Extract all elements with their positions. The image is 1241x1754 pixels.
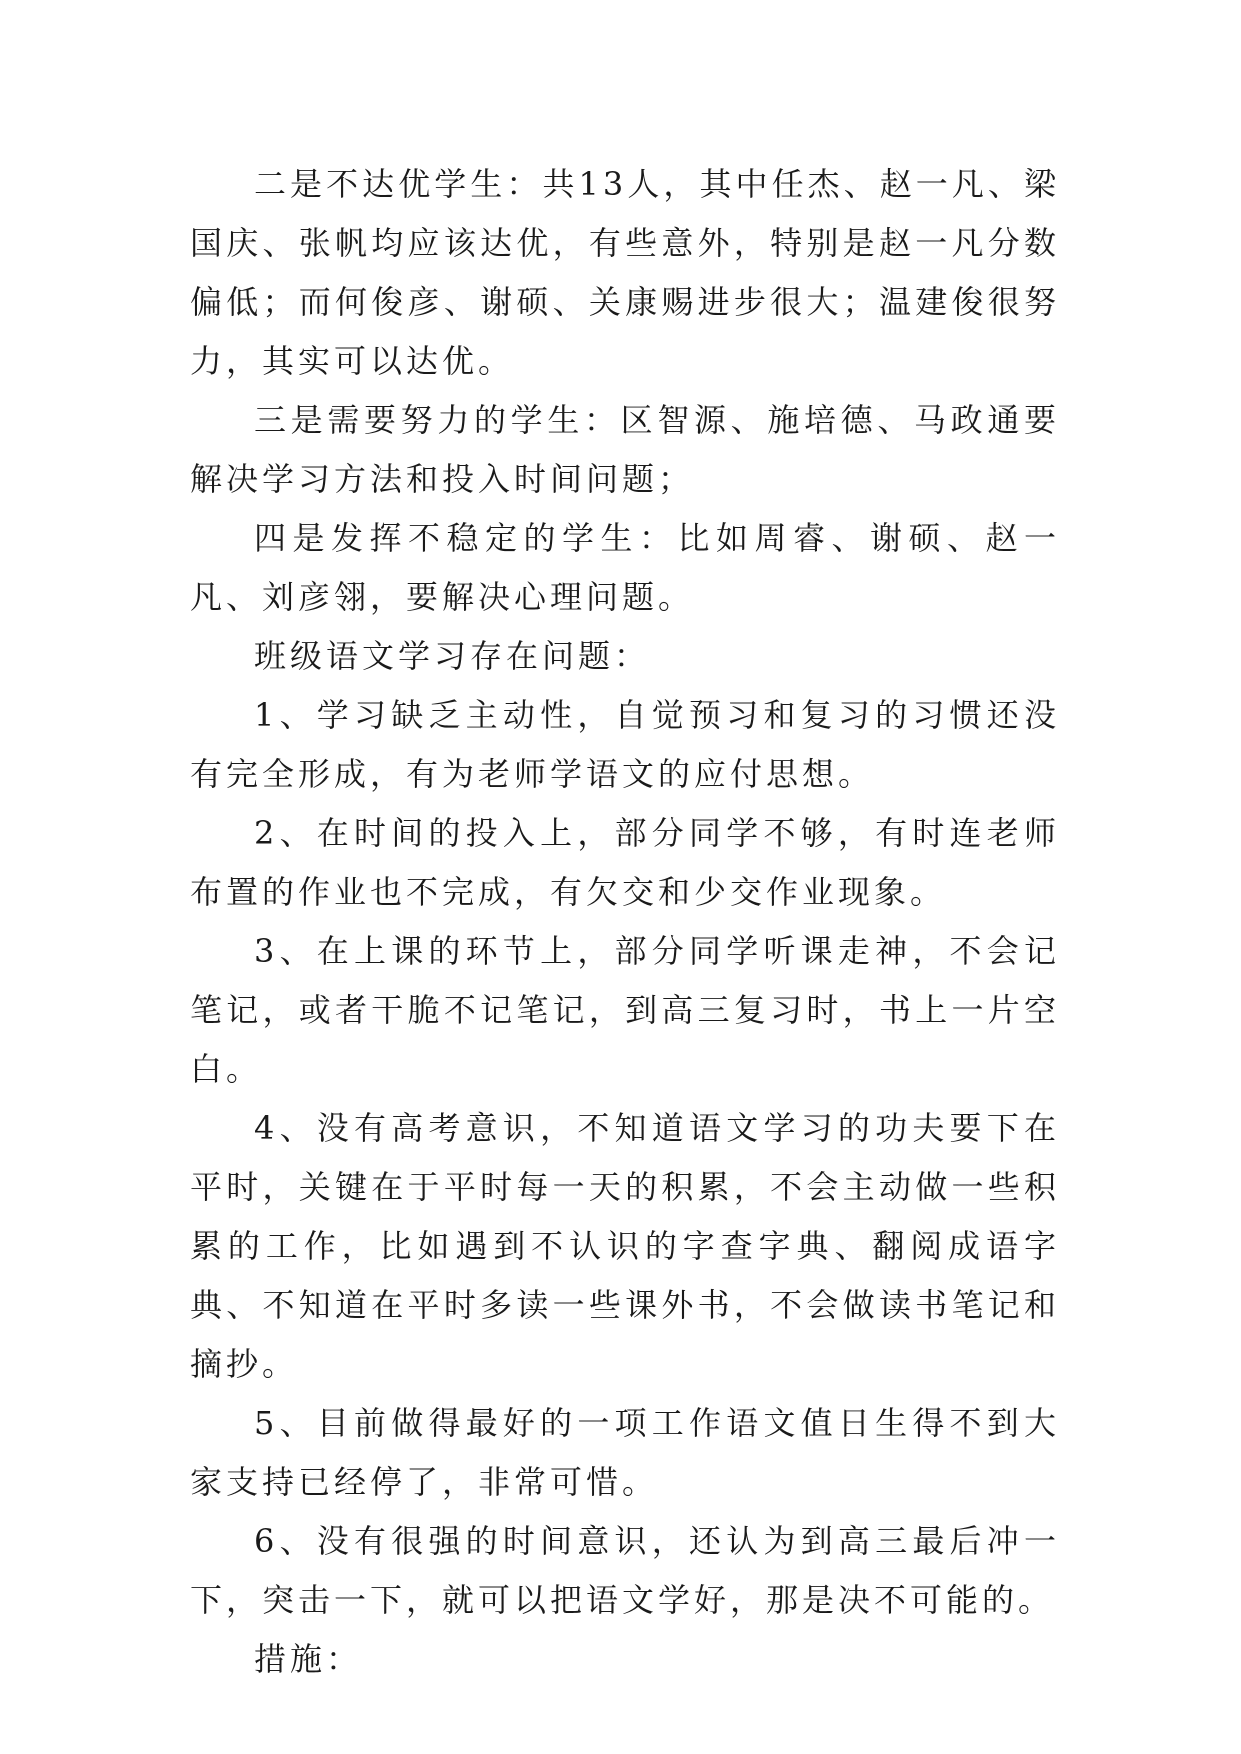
problem-item-4: 4、没有高考意识，不知道语文学习的功夫要下在平时，关键在于平时每一天的积累，不会主动做一些积累的工作，比如遇到不认识的字查字典、翻阅成语字典、不知道在平时多读一些课外书，不会做读书笔记和摘抄。 (190, 1109, 1060, 1383)
paragraph-unstable-students: 四是发挥不稳定的学生：比如周睿、谢硕、赵一凡、刘彦翎，要解决心理问题。 (190, 519, 1060, 616)
problem-item-6: 6、没有很强的时间意识，还认为到高三最后冲一下，突击一下，就可以把语文学好，那是决不可能的。 (190, 1522, 1060, 1619)
document-body (190, 155, 1060, 1689)
problem-item-3: 3、在上课的环节上，部分同学听课走神，不会记笔记，或者干脆不记笔记，到高三复习时，书上一片空白。 (190, 932, 1060, 1088)
problem-item-2: 2、在时间的投入上，部分同学不够，有时连老师布置的作业也不完成，有欠交和少交作业现象。 (190, 814, 1060, 911)
paragraph-underperforming-students: 二是不达优学生：共13人，其中任杰、赵一凡、梁国庆、张帆均应该达优，有些意外，特别是赵一凡分数偏低；而何俊彦、谢硕、关康赐进步很大；温建俊很努力，其实可以达优。 (190, 165, 1060, 380)
section-heading-problems: 班级语文学习存在问题： (254, 637, 651, 675)
section-heading-measures: 措施： (254, 1640, 363, 1678)
problem-item-5: 5、目前做得最好的一项工作语文值日生得不到大家支持已经停了，非常可惜。 (190, 1404, 1060, 1501)
problem-item-1: 1、学习缺乏主动性，自觉预习和复习的习惯还没有完全形成，有为老师学语文的应付思想。 (190, 696, 1060, 793)
paragraph-students-needing-effort: 三是需要努力的学生：区智源、施培德、马政通要解决学习方法和投入时间问题； (190, 401, 1060, 498)
